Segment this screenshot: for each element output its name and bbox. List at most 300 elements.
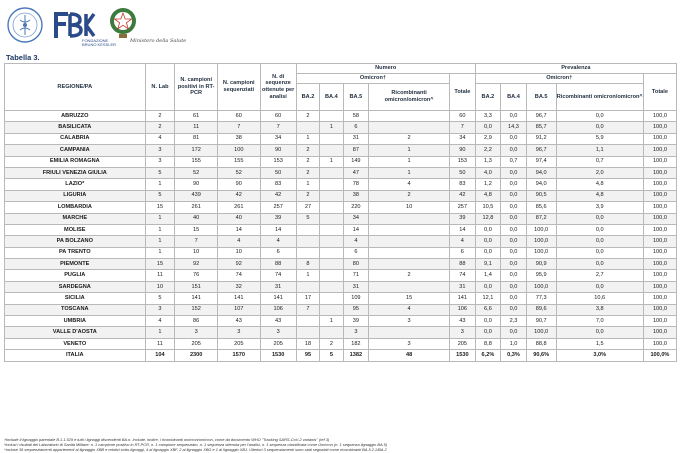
table-cell: 85,6	[526, 202, 556, 213]
table-row	[5, 236, 677, 247]
region-cell: PA BOLZANO	[5, 236, 146, 247]
table-cell	[296, 327, 319, 338]
table-cell: 152	[175, 304, 218, 315]
table-cell: 5	[296, 213, 319, 224]
table-cell: 94,0	[526, 167, 556, 178]
table-cell: 2	[369, 133, 450, 144]
footnote: †include il lignaggio parentale B.1.1.529 e tutti i lignaggi discendenti BA.n. Include, inoltre, i ricombinanti omicron/omicron, come da documento WHO "Tracking SARS-CoV-2 variants" (ref 3)	[4, 437, 330, 442]
table-row	[5, 190, 677, 201]
table-cell	[369, 327, 450, 338]
table-cell	[369, 213, 450, 224]
table-cell: 141	[260, 293, 296, 304]
region-cell: FRIULI VENEZIA GIULIA	[5, 167, 146, 178]
fbk-caption-line2: BRUNO KESSLER	[82, 42, 117, 47]
table-cell: 257	[260, 202, 296, 213]
table-cell: 151	[175, 281, 218, 292]
table-cell: 0,0	[501, 236, 527, 247]
table-cell: 0,0	[501, 145, 527, 156]
table-row	[5, 133, 677, 144]
table-cell: 2	[145, 122, 175, 133]
table-cell: 32	[217, 281, 260, 292]
table-cell: 439	[175, 190, 218, 201]
region-cell: LIGURIA	[5, 190, 146, 201]
table-cell: 80	[343, 259, 369, 270]
table-cell	[320, 111, 343, 122]
table-cell: 1	[369, 145, 450, 156]
table-cell: 42	[217, 190, 260, 201]
table-cell: 0,0	[475, 316, 501, 327]
table-cell: 2	[369, 270, 450, 281]
table-cell	[369, 236, 450, 247]
table-cell	[320, 133, 343, 144]
table-cell: 205	[175, 338, 218, 349]
table-cell: 2,2	[475, 145, 501, 156]
table-cell: 100,0	[643, 179, 676, 190]
table-cell: 0,3%	[501, 350, 527, 361]
sub-numero-ba5-header: BA.5	[343, 84, 369, 111]
table-cell: 106	[450, 304, 476, 315]
table-cell: 100,0	[643, 270, 676, 281]
table-cell: 6	[343, 122, 369, 133]
table-cell: 77,3	[526, 293, 556, 304]
table-cell: 14	[343, 224, 369, 235]
table-cell: 96,7	[526, 111, 556, 122]
table-cell: 4	[145, 133, 175, 144]
table-cell: 153	[450, 156, 476, 167]
table-cell: 31	[343, 281, 369, 292]
table-cell: 7	[450, 122, 476, 133]
table-cell: 1	[369, 156, 450, 167]
table-cell: 15	[369, 293, 450, 304]
table-cell: 7	[175, 236, 218, 247]
table-cell: 3,0%	[556, 350, 643, 361]
table-cell: 1382	[343, 350, 369, 361]
table-cell: 3	[369, 338, 450, 349]
table-cell: 14	[260, 224, 296, 235]
table-cell	[320, 236, 343, 247]
table-cell: 3	[217, 327, 260, 338]
table-cell: 78	[343, 179, 369, 190]
table-cell: 1,2	[475, 179, 501, 190]
table-cell: 6,2%	[475, 350, 501, 361]
sub-prevalenza-totale-header: Totale	[643, 74, 676, 111]
table-cell: 100,0	[643, 338, 676, 349]
table-cell: 90	[175, 179, 218, 190]
table-body	[5, 111, 677, 362]
table-cell: 31	[343, 133, 369, 144]
table-cell: 4	[450, 236, 476, 247]
table-cell: 1	[145, 224, 175, 235]
table-row	[5, 145, 677, 156]
col-sequenze-header: N. di sequenze ottenute per analisi	[260, 64, 296, 111]
table-cell: 10,6	[556, 293, 643, 304]
table-cell	[296, 281, 319, 292]
table-cell: 31	[260, 281, 296, 292]
table-cell: 0,0	[501, 293, 527, 304]
table-cell: 14	[450, 224, 476, 235]
table-cell: 86	[175, 316, 218, 327]
table-cell: 257	[450, 202, 476, 213]
table-cell	[296, 316, 319, 327]
region-cell: CAMPANIA	[5, 145, 146, 156]
table-cell: 2,0	[556, 167, 643, 178]
table-cell: 0,0	[475, 281, 501, 292]
table-cell	[320, 190, 343, 201]
header-logos	[6, 2, 206, 52]
table-cell: 0,0	[501, 270, 527, 281]
table-cell: 100,0	[643, 247, 676, 258]
table-cell	[320, 202, 343, 213]
table-cell: 0,0	[501, 247, 527, 258]
table-cell: 100,0	[643, 316, 676, 327]
table-cell: 1,1	[556, 145, 643, 156]
table-cell: 1	[145, 179, 175, 190]
table-cell: 3	[343, 327, 369, 338]
table-cell	[369, 281, 450, 292]
table-cell: 2	[296, 190, 319, 201]
table-cell: 100,0	[526, 247, 556, 258]
table-cell: 0,0	[501, 281, 527, 292]
region-cell: LOMBARDIA	[5, 202, 146, 213]
table-cell: 47	[343, 167, 369, 178]
table-cell: 4	[260, 236, 296, 247]
table-cell: 141	[217, 293, 260, 304]
region-cell: SARDEGNA	[5, 281, 146, 292]
table-cell: 94,0	[526, 179, 556, 190]
table-cell: 3	[369, 316, 450, 327]
table-row	[5, 202, 677, 213]
table-cell: 205	[217, 338, 260, 349]
table-cell	[369, 247, 450, 258]
table-cell: 3	[175, 327, 218, 338]
table-cell: 39	[450, 213, 476, 224]
table-cell: 100,0	[526, 236, 556, 247]
table-cell: 2	[145, 111, 175, 122]
table-cell: 1	[145, 247, 175, 258]
table-cell: 5	[145, 190, 175, 201]
region-cell: MARCHE	[5, 213, 146, 224]
table-cell: 10	[175, 247, 218, 258]
table-cell	[369, 122, 450, 133]
table-cell: 4,8	[475, 190, 501, 201]
table-cell: 4	[369, 304, 450, 315]
table-cell: 71	[343, 270, 369, 281]
footnote: *inclusi i risultati del Laboratorio di Sanità Militare: n. 1 campione positivo in RT-PCR, n. 1 campione sequenziato, n. 1 sequenza ottenuta per l'analisi, n. 1 sequenza classificata come Omicron (n. 1 sequenza lignaggio BA.5)	[4, 442, 388, 447]
table-cell: 155	[217, 156, 260, 167]
table-cell: 3,8	[556, 304, 643, 315]
table-cell: 74	[260, 270, 296, 281]
variants-table	[4, 63, 677, 362]
region-cell: PUGLIA	[5, 270, 146, 281]
table-cell: 83	[450, 179, 476, 190]
table-cell: 97,4	[526, 156, 556, 167]
table-cell: 205	[260, 338, 296, 349]
table-cell: 0,0	[475, 122, 501, 133]
table-cell: 100,0	[526, 224, 556, 235]
iss-seal-icon	[6, 6, 44, 44]
table-cell: 50	[450, 167, 476, 178]
table-cell: 7	[296, 304, 319, 315]
table-cell: 11	[175, 122, 218, 133]
table-cell: 2	[369, 190, 450, 201]
table-cell	[320, 270, 343, 281]
table-cell: 4	[343, 236, 369, 247]
italian-emblem-icon	[106, 4, 140, 40]
table-row	[5, 259, 677, 270]
sub-prevalenza-ba4-header: BA.4	[501, 84, 527, 111]
region-cell: PIEMONTE	[5, 259, 146, 270]
group-prevalenza-header: Prevalenza	[475, 64, 676, 74]
table-cell: 5	[145, 293, 175, 304]
footnotes	[4, 437, 679, 452]
table-cell: 60	[450, 111, 476, 122]
table-cell: 10,5	[475, 202, 501, 213]
table-cell: 6	[343, 247, 369, 258]
table-cell: 100,0	[643, 122, 676, 133]
table-cell: 15	[145, 259, 175, 270]
table-cell: 50	[260, 167, 296, 178]
table-cell: 0,0	[501, 304, 527, 315]
table-cell: 2300	[175, 350, 218, 361]
table-cell: 2	[296, 156, 319, 167]
table-cell: 39	[343, 316, 369, 327]
table-cell: 100,0	[643, 327, 676, 338]
table-cell: 0,0	[501, 133, 527, 144]
footnote: ^incluse 36 sequenziamenti appartenenti al lignaggio XBB e relativi sotto-lignaggi, 4 al lignaggio XBF, 2 al lignaggio XBG e 1 al lignaggio XBJ. Ulteriori 3 sequenziamenti sono stati segnalati come ricombinanti BA.5.2.1/BA.2	[4, 447, 387, 452]
fbk-logo-icon	[52, 10, 96, 40]
region-cell: VALLE D'AOSTA	[5, 327, 146, 338]
table-cell: 74	[217, 270, 260, 281]
table-cell: 17	[296, 293, 319, 304]
table-total-row	[5, 350, 677, 361]
table-cell: 100,0	[526, 327, 556, 338]
table-cell: 0,0	[556, 224, 643, 235]
table-cell: 83	[260, 179, 296, 190]
table-cell: 8	[296, 259, 319, 270]
table-cell: 0,0	[475, 247, 501, 258]
table-cell: 100,0	[643, 156, 676, 167]
table-cell: 104	[145, 350, 175, 361]
region-cell: MOLISE	[5, 224, 146, 235]
table-cell: 11	[145, 270, 175, 281]
table-cell: 11	[145, 338, 175, 349]
table-cell: 100	[217, 145, 260, 156]
table-cell: 6	[450, 247, 476, 258]
table-cell: 0,0	[556, 236, 643, 247]
table-cell: 81	[175, 133, 218, 144]
table-cell: 10	[369, 202, 450, 213]
table-cell: 4	[217, 236, 260, 247]
table-cell: 0,0	[556, 122, 643, 133]
table-cell: 2,3	[501, 316, 527, 327]
table-cell: 90,7	[526, 316, 556, 327]
table-cell: 6	[260, 247, 296, 258]
table-cell: 109	[343, 293, 369, 304]
table-cell: 95	[343, 304, 369, 315]
table-cell: 100,0	[643, 293, 676, 304]
sub-prevalenza-ba5-header: BA.5	[526, 84, 556, 111]
table-cell: 220	[343, 202, 369, 213]
table-cell: 15	[145, 202, 175, 213]
table-cell: 61	[175, 111, 218, 122]
table-cell: 107	[217, 304, 260, 315]
table-cell: 38	[217, 133, 260, 144]
table-cell: 95	[296, 350, 319, 361]
sub-prevalenza-ricombinanti-header: Ricombinanti omicron/omicron^	[556, 84, 643, 111]
table-cell	[369, 259, 450, 270]
col-positivi-header: N. campioni positivi in RT-PCR	[175, 64, 218, 111]
sub-prevalenza-ba2-header: BA.2	[475, 84, 501, 111]
table-cell: 2	[296, 145, 319, 156]
table-cell: 1	[320, 156, 343, 167]
table-cell: 34	[450, 133, 476, 144]
table-cell: 0,0	[475, 236, 501, 247]
table-cell: 43	[260, 316, 296, 327]
table-cell: 100,0	[643, 202, 676, 213]
table-cell	[320, 281, 343, 292]
table-row	[5, 179, 677, 190]
table-row	[5, 304, 677, 315]
table-cell: 40	[175, 213, 218, 224]
table-cell: 52	[217, 167, 260, 178]
table-cell: 27	[296, 202, 319, 213]
table-cell: 34	[343, 213, 369, 224]
table-row	[5, 213, 677, 224]
table-cell	[320, 224, 343, 235]
table-cell: 0,0	[475, 224, 501, 235]
table-cell: 4,0	[475, 167, 501, 178]
table-cell: 3,9	[556, 202, 643, 213]
fbk-caption	[82, 39, 116, 47]
table-cell: 3	[145, 145, 175, 156]
region-cell: LAZIO*	[5, 179, 146, 190]
table-cell: 7	[260, 122, 296, 133]
table-cell: 1	[145, 213, 175, 224]
table-title: Tabella 3.	[6, 53, 40, 62]
table-row	[5, 338, 677, 349]
table-row	[5, 281, 677, 292]
region-cell: SICILIA	[5, 293, 146, 304]
table-cell: 100,0	[643, 259, 676, 270]
table-row	[5, 270, 677, 281]
table-row	[5, 293, 677, 304]
table-cell: 2,7	[556, 270, 643, 281]
table-cell: 87	[343, 145, 369, 156]
table-cell: 100,0	[643, 190, 676, 201]
table-cell: 261	[217, 202, 260, 213]
region-cell: EMILIA ROMAGNA	[5, 156, 146, 167]
table-cell	[296, 224, 319, 235]
table-cell: 12,8	[475, 213, 501, 224]
table-cell: 90	[217, 179, 260, 190]
table-cell: 0,0	[501, 224, 527, 235]
table-cell: 1530	[450, 350, 476, 361]
table-cell: 100,0	[643, 167, 676, 178]
table-cell: 1	[145, 236, 175, 247]
table-cell: 14,3	[501, 122, 527, 133]
table-cell: 87,2	[526, 213, 556, 224]
table-cell: 58	[343, 111, 369, 122]
table-cell: 42	[450, 190, 476, 201]
region-cell: BASILICATA	[5, 122, 146, 133]
fbk-caption-line1: FONDAZIONE	[82, 38, 109, 43]
region-cell: VENETO	[5, 338, 146, 349]
col-sequenziati-header: N. campioni sequenziati	[217, 64, 260, 111]
table-cell: 141	[175, 293, 218, 304]
region-cell: TOSCANA	[5, 304, 146, 315]
table-cell: 141	[450, 293, 476, 304]
table-cell: 0,0	[556, 327, 643, 338]
omicron-numero-header: Omicron†	[296, 74, 449, 84]
table-cell: 100,0	[643, 236, 676, 247]
col-region-header: REGIONE/PA	[5, 64, 146, 111]
omicron-prevalenza-header: Omicron†	[475, 74, 643, 84]
table-cell	[320, 179, 343, 190]
table-cell: 90,9	[526, 259, 556, 270]
table-cell	[296, 122, 319, 133]
table-cell: 95,9	[526, 270, 556, 281]
sub-numero-totale-header: Totale	[450, 74, 476, 111]
table-cell: 0,7	[501, 156, 527, 167]
table-cell: 88	[260, 259, 296, 270]
table-cell: 7,0	[556, 316, 643, 327]
table-cell: 2	[296, 111, 319, 122]
table-cell: 38	[343, 190, 369, 201]
table-cell: 10	[145, 281, 175, 292]
table-cell: 91,2	[526, 133, 556, 144]
table-cell: 0,0	[501, 190, 527, 201]
table-cell: 39	[260, 213, 296, 224]
table-cell: 5	[320, 350, 343, 361]
table-cell	[320, 213, 343, 224]
table-cell: 0,0	[501, 167, 527, 178]
table-cell: 100,0	[643, 213, 676, 224]
table-cell: 0,0	[556, 111, 643, 122]
table-row	[5, 327, 677, 338]
table-cell: 3	[145, 156, 175, 167]
ministero-signature: Ministero della Salute	[130, 38, 187, 44]
table-cell: 76	[175, 270, 218, 281]
table-cell: 205	[450, 338, 476, 349]
table-cell: 89,6	[526, 304, 556, 315]
col-nlab-header: N. Lab	[145, 64, 175, 111]
table-cell: 172	[175, 145, 218, 156]
table-cell: 1570	[217, 350, 260, 361]
table-cell: 4	[369, 179, 450, 190]
group-numero-header: Numero	[296, 64, 475, 74]
table-cell: 0,0	[475, 327, 501, 338]
table-cell: 85,7	[526, 122, 556, 133]
table-cell: 100,0%	[643, 350, 676, 361]
table-cell: 5,9	[556, 133, 643, 144]
table-cell: 90	[260, 145, 296, 156]
table-cell	[320, 293, 343, 304]
table-cell: 15	[175, 224, 218, 235]
table-cell: 1,4	[475, 270, 501, 281]
table-cell: 1,0	[501, 338, 527, 349]
table-cell	[320, 167, 343, 178]
table-cell: 149	[343, 156, 369, 167]
table-cell: 1	[296, 179, 319, 190]
table-cell: 60	[217, 111, 260, 122]
table-cell: 14	[217, 224, 260, 235]
table-cell: 182	[343, 338, 369, 349]
table-cell: 34	[260, 133, 296, 144]
table-cell: 52	[175, 167, 218, 178]
table-cell: 3,3	[475, 111, 501, 122]
table-cell: 1	[296, 270, 319, 281]
table-cell: 5	[145, 167, 175, 178]
